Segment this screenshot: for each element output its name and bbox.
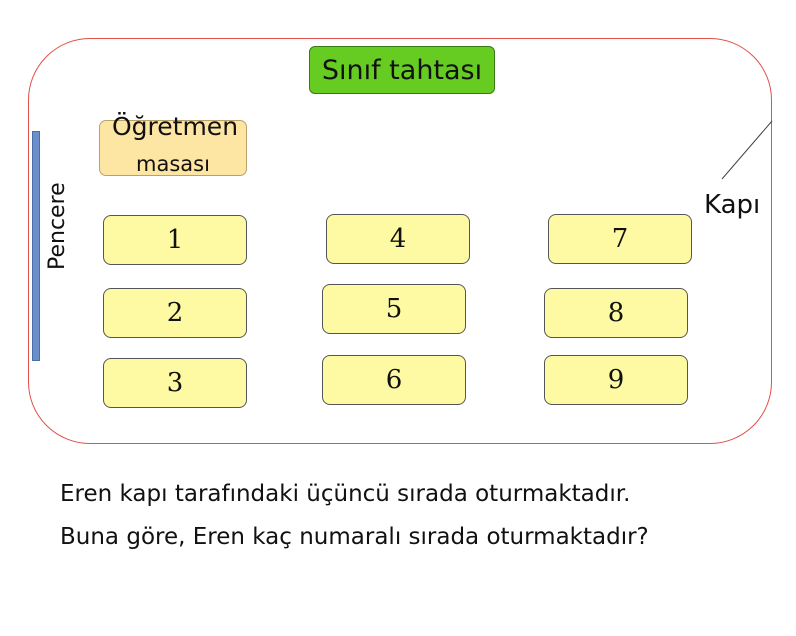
desk-2: [103, 288, 247, 338]
desk-1: [103, 215, 247, 265]
desk-5-number: 5: [385, 294, 403, 324]
teacher-desk-label-line2: masası: [136, 152, 210, 176]
desk-3-number: 3: [166, 368, 184, 398]
door-label: Kapı: [704, 190, 761, 220]
desk-7-number: 7: [611, 224, 629, 254]
desk-6-number: 6: [385, 365, 403, 395]
desk-6: [322, 355, 466, 405]
desk-8: [544, 288, 688, 338]
desk-9-number: 9: [607, 365, 625, 395]
desk-7: [548, 214, 692, 264]
desk-8-number: 8: [607, 298, 625, 328]
desk-5: [322, 284, 466, 334]
teacher-desk-label-line1: Öğretmen: [112, 112, 239, 141]
desk-4: [326, 214, 470, 264]
class-board-label: Sınıf tahtası: [321, 54, 483, 86]
desk-1-number: 1: [166, 225, 184, 255]
desk-4-number: 4: [389, 224, 407, 254]
desk-3: [103, 358, 247, 408]
window-label: Pencere: [45, 182, 70, 270]
desk-9: [544, 355, 688, 405]
question-line-2: Buna göre, Eren kaç numaralı sırada oturmaktadır?: [60, 524, 649, 550]
desk-2-number: 2: [166, 298, 184, 328]
question-line-1: Eren kapı tarafındaki üçüncü sırada oturmaktadır.: [60, 481, 631, 507]
